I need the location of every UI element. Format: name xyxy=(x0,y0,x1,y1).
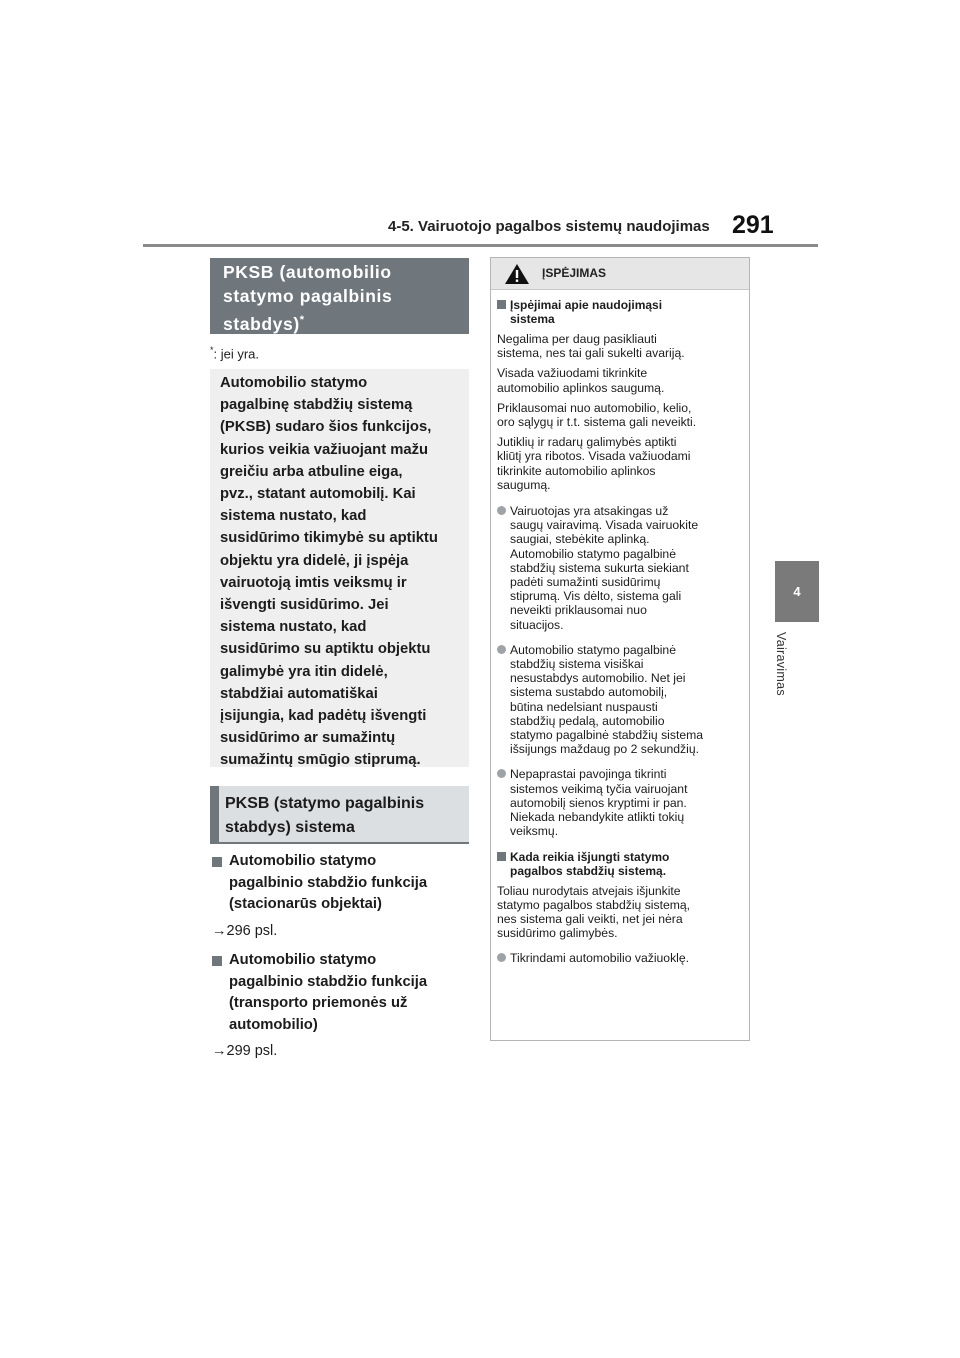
round-bullet-icon xyxy=(497,645,506,654)
page-title xyxy=(223,258,469,336)
warning-paragraph: Jutiklių ir radarų galimybės aptikti kliūtį yra ribotos. Visada važiuodami tikrinkite automobilio aplinkos saugumą. xyxy=(497,435,691,492)
square-bullet-icon xyxy=(212,956,222,966)
header-rule xyxy=(143,244,818,247)
round-bullet-icon xyxy=(497,769,506,778)
chapter-tab: 4 xyxy=(775,561,819,622)
intro-box xyxy=(210,369,469,767)
chapter-label xyxy=(774,632,806,752)
footnote-marker: * xyxy=(299,314,305,326)
page-number: 291 xyxy=(732,211,774,239)
warning-paragraph: Priklausomai nuo automobilio, kelio, oro sąlygų ir t.t. sistema gali neveikti. xyxy=(497,400,697,430)
warning-paragraph: Toliau nurodytais atvejais išjunkite statymo pagalbos stabdžių sistemą, nes sistema gali veikti, net jei nėra susidūrimo galimybės. xyxy=(497,883,691,941)
intro-text: Automobilio statymo pagalbinę stabdžių sistemą (PKSB) sudaro šios funkcijos, kurios veikia važiuojant mažu greičiu arba atbuline eiga, pvz., statant automobilį. Kai sistema nustato, kad susidūrimo tikimybė su aptiktu objektu yra didelė, ji įspėja vairuotoją imtis veiksmų ir išvengti susidūrimo. Jei sistema nustato, kad susidūrimo su aptiktu objektu galimybė yra itin didelė, stabdžiai automatiškai įsijungia, kad padėtų išvengti susidūrimo ar sumažintų sumažintų smūgio stiprumą. xyxy=(220,375,438,769)
subheading-stationary-objects: Automobilio statymo pagalbinio stabdžio funkcija (stacionarūs objektai) xyxy=(212,851,427,916)
square-bullet-icon xyxy=(497,852,506,861)
round-bullet-icon xyxy=(497,506,506,515)
page-title-line: statymo pagalbinis xyxy=(223,286,393,306)
square-bullet-icon xyxy=(212,857,222,867)
square-bullet-icon xyxy=(497,300,506,309)
page-title-box xyxy=(210,258,469,334)
subheading-rear-vehicles: Automobilio statymo pagalbinio stabdžio funkcija (transporto priemonės už automobilio) xyxy=(212,950,427,1037)
section-heading: PKSB (statymo pagalbinis stabdys) sistema xyxy=(210,786,469,844)
warning-body xyxy=(497,292,743,966)
warning-triangle-icon xyxy=(504,263,530,285)
warning-box xyxy=(490,257,750,1041)
warning-bullet: Nepaprastai pavojinga tikrinti sistemos veikimą tyčia vairuojant automobilį sienos kryptimi ir pan. Niekada nebandykite atlikti tokių veiksmų. xyxy=(497,767,743,838)
warning-bullet: Automobilio statymo pagalbinė stabdžių sistema visiškai nesustabdys automobilio. Net jei sistema sustabdo automobilį, būtina nedelsiant nuspausti stabdžių pedalą, automobilio statymo pagalbinė stabdžių sistema išsijungs maždaug po 2 sekundžių. xyxy=(497,643,743,757)
warning-paragraph: Negalima per daug pasikliauti sistema, nes tai gali sukelti avariją. xyxy=(497,332,685,361)
warning-title: ĮSPĖJIMAS xyxy=(542,266,607,280)
warning-subheading: Kada reikia išjungti statymo pagalbos stabdžių sistemą. xyxy=(497,850,743,878)
chapter-label-text: Vairavimas xyxy=(774,632,788,696)
page-reference[interactable]: →299 psl. xyxy=(212,1043,278,1059)
warning-bullet: Vairuotojas yra atsakingas už saugų vairavimą. Visada vairuokite saugiai, stebėkite aplinką. Automobilio statymo pagalbinė stabdžių sistema sukurta siekiant padėti sumažinti susidūrimų stiprumą. Vis dėlto, sistema gali neveikti priklausomai nuo situacijos. xyxy=(497,504,743,632)
footnote-marker: * xyxy=(210,345,214,355)
round-bullet-icon xyxy=(497,953,506,962)
page-reference[interactable]: →296 psl. xyxy=(212,923,278,939)
footnote xyxy=(210,345,259,361)
warning-paragraph: Visada važiuodami tikrinkite automobilio aplinkos saugumą. xyxy=(497,366,665,395)
warning-subheading: Įspėjimai apie naudojimąsi sistema xyxy=(497,298,743,326)
footnote-text: : jei yra. xyxy=(213,346,260,362)
warning-bullet: Tikrindami automobilio važiuoklę. xyxy=(497,951,743,965)
page-title-line: stabdys)* xyxy=(223,313,305,334)
running-header: 4-5. Vairuotojo pagalbos sistemų naudojimas xyxy=(388,218,710,235)
warning-header xyxy=(491,258,749,290)
page-title-line: PKSB (automobilio xyxy=(223,262,392,282)
